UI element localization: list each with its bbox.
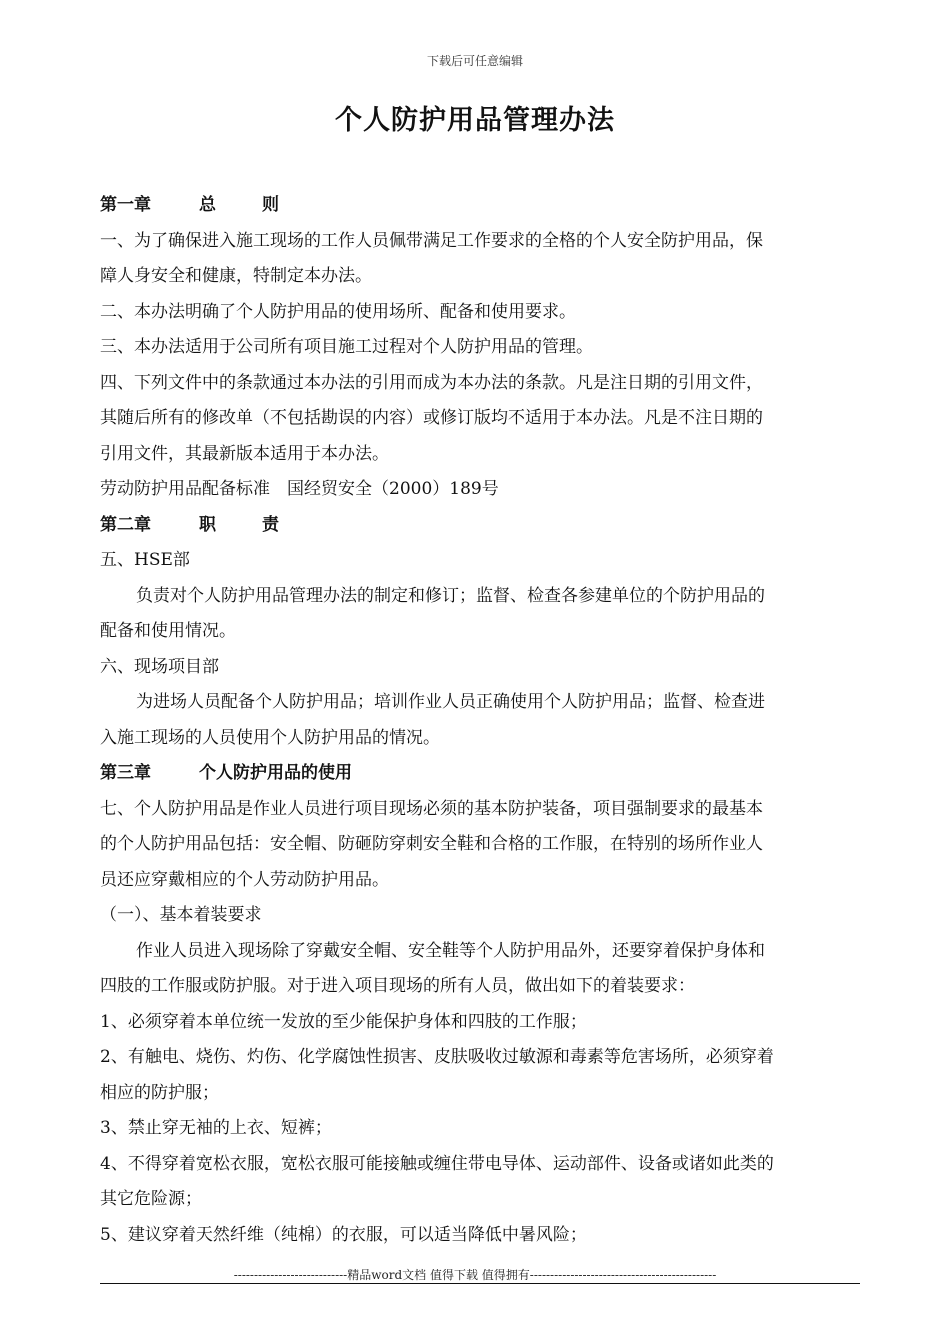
body-line: 5、建议穿着天然纤维（纯棉）的衣服，可以适当降低中暑风险； (100, 1224, 587, 1245)
chapter-number: 第三章 (100, 763, 151, 783)
body-line: 入施工现场的人员使用个人防护用品的情况。 (100, 727, 440, 748)
body-line: 五、HSE部 (100, 550, 190, 570)
page-footer: ----------------------------精品word文档 值得下载 值得拥有---------------------------------------------- (233, 1268, 717, 1282)
chapter-title-char: 则 (262, 195, 279, 215)
body-line: 1、必须穿着本单位统一发放的至少能保护身体和四肢的工作服； (100, 1011, 587, 1032)
body-line: 负责对个人防护用品管理办法的制定和修订；监督、检查各参建单位的个防护用品的 (136, 585, 765, 606)
chapter-heading (100, 756, 860, 792)
body-line: 4、不得穿着宽松衣服，宽松衣服可能接触或缠住带电导体、运动部件、设备或诸如此类的 (100, 1153, 774, 1174)
body-line: 四、下列文件中的条款通过本办法的引用而成为本办法的条款。凡是注日期的引用文件， (100, 372, 763, 393)
body-line: 为进场人员配备个人防护用品；培训作业人员正确使用个人防护用品；监督、检查进 (136, 692, 765, 712)
body-line: 3、禁止穿无袖的上衣、短裤； (100, 1118, 332, 1138)
body-line: 其随后所有的修改单（不包括勘误的内容）或修订版均不适用于本办法。凡是不注日期的 (100, 408, 763, 428)
body-line: 障人身安全和健康，特制定本办法。 (100, 266, 372, 286)
body-line: 2、有触电、烧伤、灼伤、化学腐蚀性损害、皮肤吸收过敏源和毒素等危害场所，必须穿着 (100, 1047, 774, 1067)
chapter-heading (100, 188, 860, 224)
body-line: 七、个人防护用品是作业人员进行项目现场必须的基本防护装备，项目强制要求的最基本 (100, 798, 763, 819)
body-line: 相应的防护服； (100, 1082, 219, 1103)
chapter-title: 总 (199, 195, 216, 215)
chapter-number: 第一章 (100, 195, 151, 215)
body-line: 作业人员进入现场除了穿戴安全帽、安全鞋等个人防护用品外，还要穿着保护身体和 (136, 940, 765, 961)
chapter-title: 个人防护用品的使用 (199, 763, 352, 783)
document-body (100, 188, 860, 1253)
body-line: 引用文件，其最新版本适用于本办法。 (100, 443, 389, 464)
chapter-title: 职 (199, 514, 216, 535)
page-header: 下载后可任意编辑 (426, 54, 523, 68)
chapter-number: 第二章 (100, 514, 151, 535)
footer-rule (100, 1283, 860, 1284)
body-line: 四肢的工作服或防护服。对于进入项目现场的所有人员，做出如下的着装要求： (100, 976, 695, 996)
body-line: 二、本办法明确了个人防护用品的使用场所、配备和使用要求。 (100, 301, 576, 322)
body-line: 配备和使用情况。 (100, 621, 236, 641)
body-line: 的个人防护用品包括：安全帽、防砸防穿刺安全鞋和合格的工作服，在特别的场所作业人 (100, 834, 763, 854)
body-line: 一、为了确保进入施工现场的工作人员佩带满足工作要求的全格的个人安全防护用品，保 (100, 230, 763, 251)
body-line: 六、现场项目部 (100, 656, 219, 677)
body-line: 劳动防护用品配备标准 国经贸安全（2000）189号 (100, 479, 499, 499)
chapter-heading (100, 508, 860, 544)
body-line: 其它危险源； (100, 1189, 202, 1209)
chapter-title-char: 责 (262, 514, 279, 535)
document-title: 个人防护用品管理办法 (335, 105, 615, 136)
body-line: 员还应穿戴相应的个人劳动防护用品。 (100, 869, 389, 890)
body-line: （一）、基本着装要求 (100, 905, 262, 925)
body-line: 三、本办法适用于公司所有项目施工过程对个人防护用品的管理。 (100, 337, 593, 357)
